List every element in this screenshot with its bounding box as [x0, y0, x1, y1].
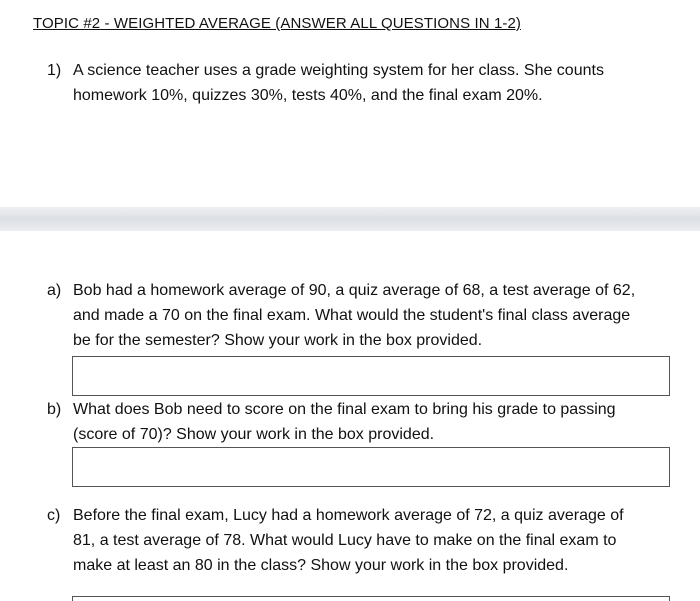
page-separator — [0, 207, 700, 231]
part-b-line-2: (score of 70)? Show your work in the box provided. — [73, 426, 435, 443]
question-1-line-2: homework 10%, quizzes 30%, tests 40%, and the final exam 20%. — [73, 87, 543, 104]
part-c-line-1: Before the final exam, Lucy had a homework average of 72, a quiz average of — [73, 507, 624, 524]
part-b-answer-box[interactable] — [72, 447, 670, 487]
part-b-line-1: What does Bob need to score on the final exam to bring his grade to passing — [73, 401, 616, 418]
part-c-answer-box[interactable] — [72, 596, 670, 601]
part-c-label: c) — [47, 507, 61, 524]
part-a-line-3: be for the semester? Show your work in the box provided. — [73, 332, 483, 349]
question-1-line-1: A science teacher uses a grade weighting system for her class. She counts — [73, 62, 604, 79]
page-title: TOPIC #2 - WEIGHTED AVERAGE (ANSWER ALL QUESTIONS IN 1-2) — [33, 15, 522, 32]
part-a-line-2: and made a 70 on the final exam. What would the student's final class average — [73, 307, 631, 324]
part-a-answer-box[interactable] — [72, 356, 670, 396]
part-a-label: a) — [47, 282, 62, 299]
part-a-line-1: Bob had a homework average of 90, a quiz average of 68, a test average of 62, — [73, 282, 636, 299]
part-c-line-3: make at least an 80 in the class? Show your work in the box provided. — [73, 557, 569, 574]
part-c-line-2: 81, a test average of 78. What would Lucy have to make on the final exam to — [73, 532, 617, 549]
question-1-number: 1) — [47, 62, 62, 79]
part-b-label: b) — [47, 401, 62, 418]
